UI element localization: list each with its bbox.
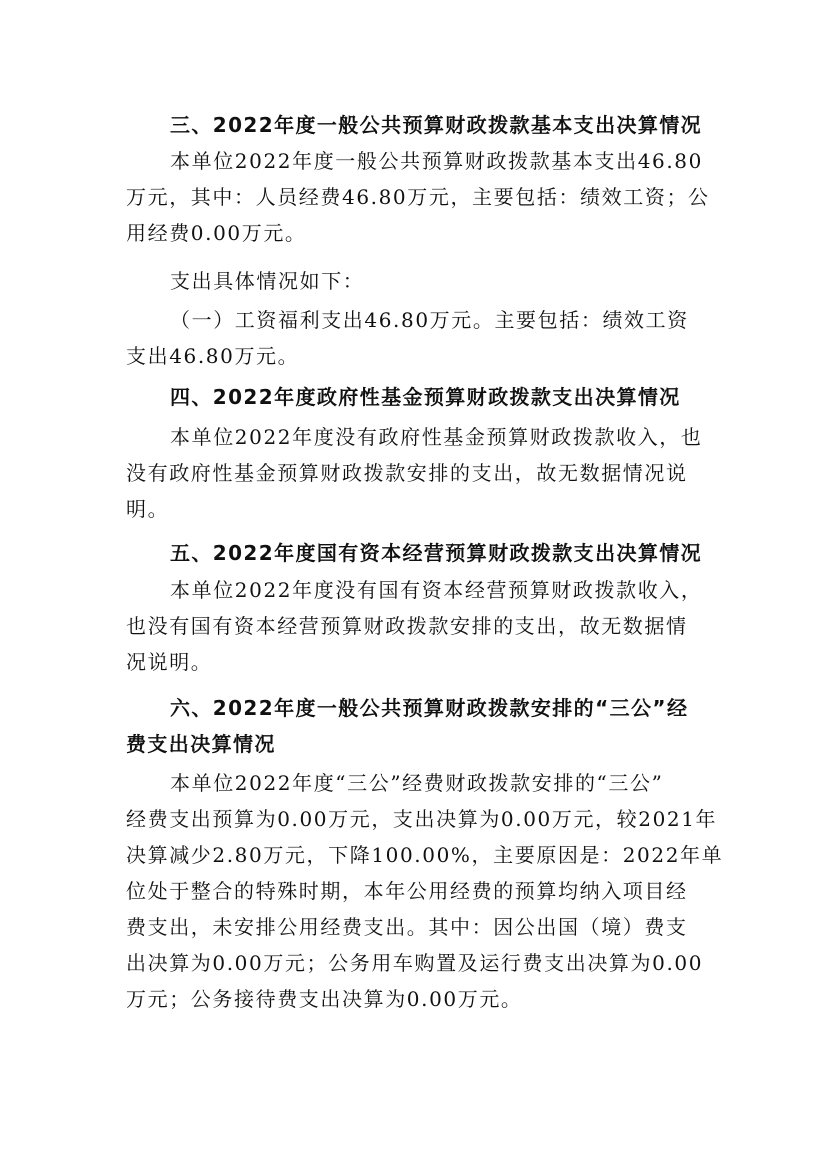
section-4-heading-text: 四、2022年度政府性基金预算财政拨款支出决算情况	[170, 385, 681, 409]
section-3-paragraph-1	[126, 143, 710, 251]
section-3-paragraph-2	[126, 263, 706, 299]
section-3-p3-line-1: （一）工资福利支出46.80万元。主要包括：绩效工资	[170, 308, 689, 332]
section-6-heading-line-2: 费支出决算情况	[126, 732, 276, 756]
section-6-p1-line-3: 决算减少2.80万元，下降100.00%，主要原因是：2022年单	[126, 843, 724, 867]
section-4-p1-line-3: 明。	[126, 497, 170, 521]
section-6-heading-line-1: 六、2022年度一般公共预算财政拨款安排的“三公”经	[170, 696, 689, 720]
section-5-heading	[126, 535, 706, 571]
section-4-p1-line-1: 本单位2022年度没有政府性基金预算财政拨款收入，也	[170, 425, 703, 449]
section-6-p1-line-5: 费支出，未安排公用经费支出。其中：因公出国（境）费支	[126, 915, 688, 939]
section-3-heading	[126, 107, 706, 143]
section-6-p1-line-4: 位处于整合的特殊时期，本年公用经费的预算均纳入项目经	[126, 879, 688, 903]
section-4-paragraph-1	[126, 419, 706, 527]
section-3-p1-line-1: 本单位2022年度一般公共预算财政拨款基本支出46.80	[170, 149, 703, 173]
section-6-p1-line-6: 出决算为0.00万元；公务用车购置及运行费支出决算为0.00	[126, 951, 704, 975]
section-3-p1-line-3: 用经费0.00万元。	[126, 221, 307, 245]
section-6-p1-line-2: 经费支出预算为0.00万元，支出决算为0.00万元，较2021年	[126, 807, 718, 831]
section-6-p1-line-1: 本单位2022年度“三公”经费财政拨款安排的“三公”	[170, 771, 664, 795]
section-4-p1-line-2: 没有政府性基金预算财政拨款安排的支出，故无数据情况说	[126, 461, 688, 485]
section-5-p1-line-3: 况说明。	[126, 650, 213, 674]
section-6-p1-line-7: 万元；公务接待费支出决算为0.00万元。	[126, 987, 523, 1011]
section-3-p1-line-2: 万元，其中：人员经费46.80万元，主要包括：绩效工资；公	[126, 185, 710, 209]
section-3-p2-line-1: 支出具体情况如下：	[170, 269, 365, 293]
section-5-paragraph-1	[126, 572, 706, 680]
section-3-paragraph-3	[126, 302, 706, 374]
section-5-p1-line-2: 也没有国有资本经营预算财政拨款安排的支出，故无数据情	[126, 614, 688, 638]
section-5-heading-text: 五、2022年度国有资本经营预算财政拨款支出决算情况	[170, 541, 703, 565]
section-3-heading-text: 三、2022年度一般公共预算财政拨款基本支出决算情况	[170, 113, 703, 137]
section-5-p1-line-1: 本单位2022年度没有国有资本经营预算财政拨款收入，	[170, 578, 703, 602]
section-6-heading	[126, 690, 706, 762]
section-3-p3-line-2: 支出46.80万元。	[126, 344, 300, 368]
section-6-paragraph-1	[126, 765, 724, 1017]
section-4-heading	[126, 379, 706, 415]
